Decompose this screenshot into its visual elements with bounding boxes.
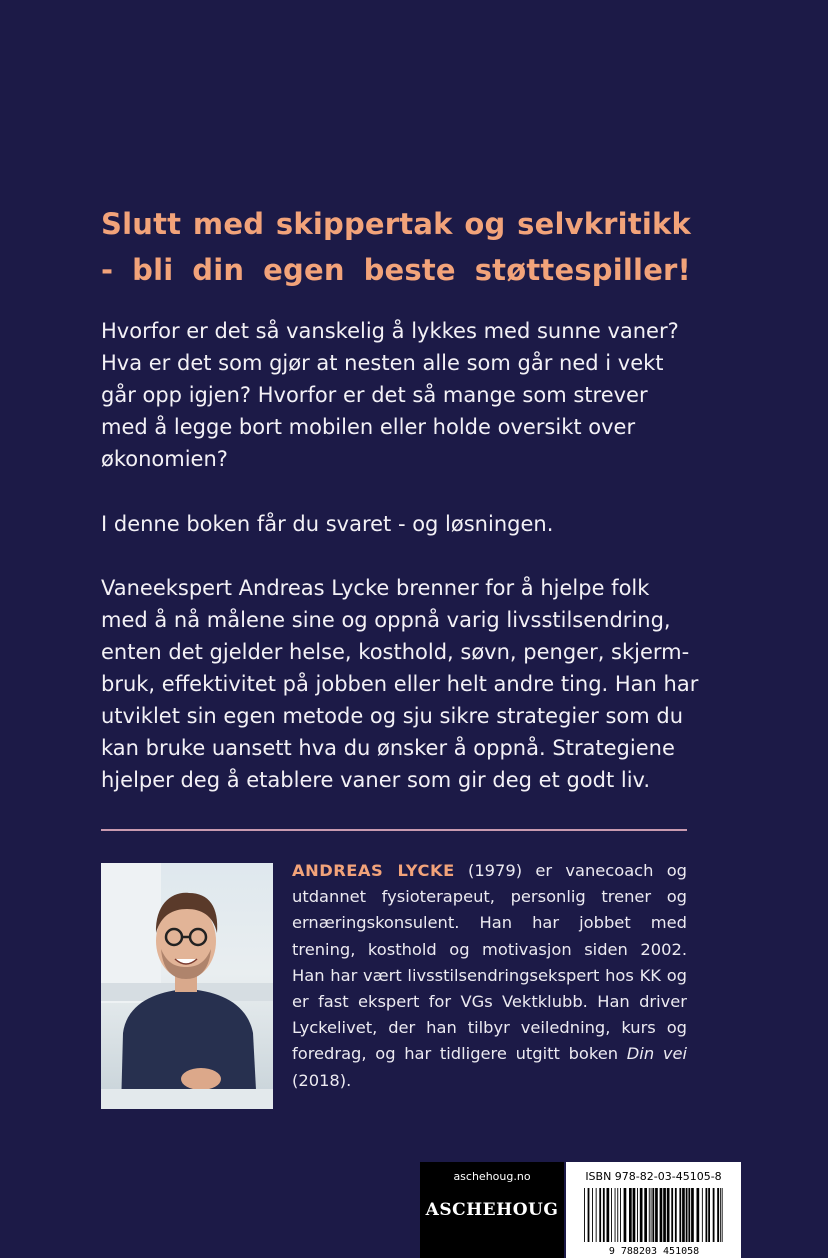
answer-paragraph xyxy=(101,508,691,540)
barcode-bar xyxy=(592,1188,593,1242)
barcode-bar xyxy=(702,1188,703,1242)
text-line: I denne boken får du svaret - og løsningen. xyxy=(101,512,554,536)
barcode-bar xyxy=(675,1188,677,1242)
barcode-bar xyxy=(688,1188,690,1242)
text-line: med å legge bort mobilen eller holde oversikt over xyxy=(101,415,636,439)
isbn-block xyxy=(566,1162,741,1258)
author-photo xyxy=(101,863,273,1109)
barcode-bar xyxy=(667,1188,670,1242)
isbn-label: ISBN 978-82-03-45105-8 xyxy=(585,1170,722,1183)
barcode-bar xyxy=(651,1188,652,1242)
barcode-bar xyxy=(671,1188,673,1242)
author-bio-text: (1979) er vanecoach og utdannet fysioterapeut, personlig trener og ernæringskonsulent. Han har jobbet med trening, kosthold og motivasjon siden 2002. Han har vært livsstilsendringsekspert hos KK og er fast ekspert for VGs Vektklubb. Han driver Lyckelivet, der han tilbyr veiledning, kurs og foredrag, og har tidligere utgitt boken xyxy=(292,861,687,1064)
barcode-bar xyxy=(603,1188,605,1242)
barcode-bar xyxy=(640,1188,643,1242)
barcode-bar xyxy=(697,1188,700,1242)
description-paragraph xyxy=(101,572,699,796)
barcode-bar xyxy=(620,1188,621,1242)
author-bio xyxy=(292,858,687,1094)
barcode-bar xyxy=(652,1188,654,1242)
publisher-logo: ASCHEHOUG xyxy=(425,1200,559,1220)
barcode-bar xyxy=(588,1188,590,1242)
barcode-bar xyxy=(617,1188,618,1242)
text-line: hjelper deg å etablere vaner som gir deg et godt liv. xyxy=(101,768,651,792)
text-line: med å nå målene sine og oppnå varig livsstilsendring, xyxy=(101,608,671,632)
barcode-bar xyxy=(637,1188,638,1242)
headline-line-1: Slutt med skippertak og selvkritikk xyxy=(101,207,691,241)
author-name: ANDREAS LYCKE xyxy=(292,861,455,880)
barcode-bar xyxy=(649,1188,650,1242)
barcode-bar xyxy=(722,1188,723,1242)
author-portrait-illustration xyxy=(101,863,273,1109)
barcode-bar xyxy=(596,1188,597,1242)
barcode-bar xyxy=(713,1188,715,1242)
barcode-bar xyxy=(686,1188,688,1242)
intro-paragraph xyxy=(101,315,691,475)
text-line: enten det gjelder helse, kosthold, søvn, penger, skjerm- xyxy=(101,640,690,664)
back-cover-headline xyxy=(101,201,691,293)
text-line: utviklet sin egen metode og sju sikre strategier som du xyxy=(101,704,684,728)
text-line: kan bruke uansett hva du ønsker å oppnå. Strategiene xyxy=(101,736,675,760)
publisher-url[interactable]: aschehoug.no xyxy=(453,1170,531,1183)
barcode-icon xyxy=(574,1186,734,1256)
barcode-digits: 9 788203 451058 xyxy=(608,1246,700,1256)
text-line: går opp igjen? Hvorfor er det så mange som strever xyxy=(101,383,648,407)
text-line: Vaneekspert Andreas Lycke brenner for å hjelpe folk xyxy=(101,576,650,600)
barcode-bar xyxy=(663,1188,666,1242)
barcode-bar xyxy=(691,1188,694,1242)
section-divider xyxy=(101,829,687,831)
barcode-bar xyxy=(615,1188,616,1242)
barcode-bar xyxy=(660,1188,663,1242)
barcode-bar xyxy=(679,1188,681,1242)
barcode-bar xyxy=(584,1188,585,1242)
barcode-bar xyxy=(633,1188,636,1242)
barcode-bar xyxy=(607,1188,610,1242)
barcode-bar xyxy=(629,1188,632,1242)
barcode-bar xyxy=(706,1188,708,1242)
publisher-block xyxy=(420,1162,564,1258)
barcode-bar xyxy=(599,1188,601,1242)
barcode-bar xyxy=(720,1188,721,1242)
text-line: Hvorfor er det så vanskelig å lykkes med sunne vaner? xyxy=(101,319,679,343)
barcode-bar xyxy=(611,1188,612,1242)
headline-line-2: - bli din egen beste støttespiller! xyxy=(101,253,691,287)
barcode-bar xyxy=(655,1188,658,1242)
previous-book-title: Din vei xyxy=(626,1044,688,1064)
text-line: Hva er det som gjør at nesten alle som går ned i vekt xyxy=(101,351,664,375)
barcode-bar xyxy=(708,1188,710,1242)
barcode-bar xyxy=(682,1188,685,1242)
barcode-bar xyxy=(624,1188,627,1242)
previous-book-year: (2018). xyxy=(292,1070,352,1090)
text-line: bruk, effektivitet på jobben eller helt andre ting. Han har xyxy=(101,672,699,696)
barcode-bar xyxy=(644,1188,647,1242)
barcode-bar xyxy=(717,1188,719,1242)
text-line: økonomien? xyxy=(101,447,228,471)
